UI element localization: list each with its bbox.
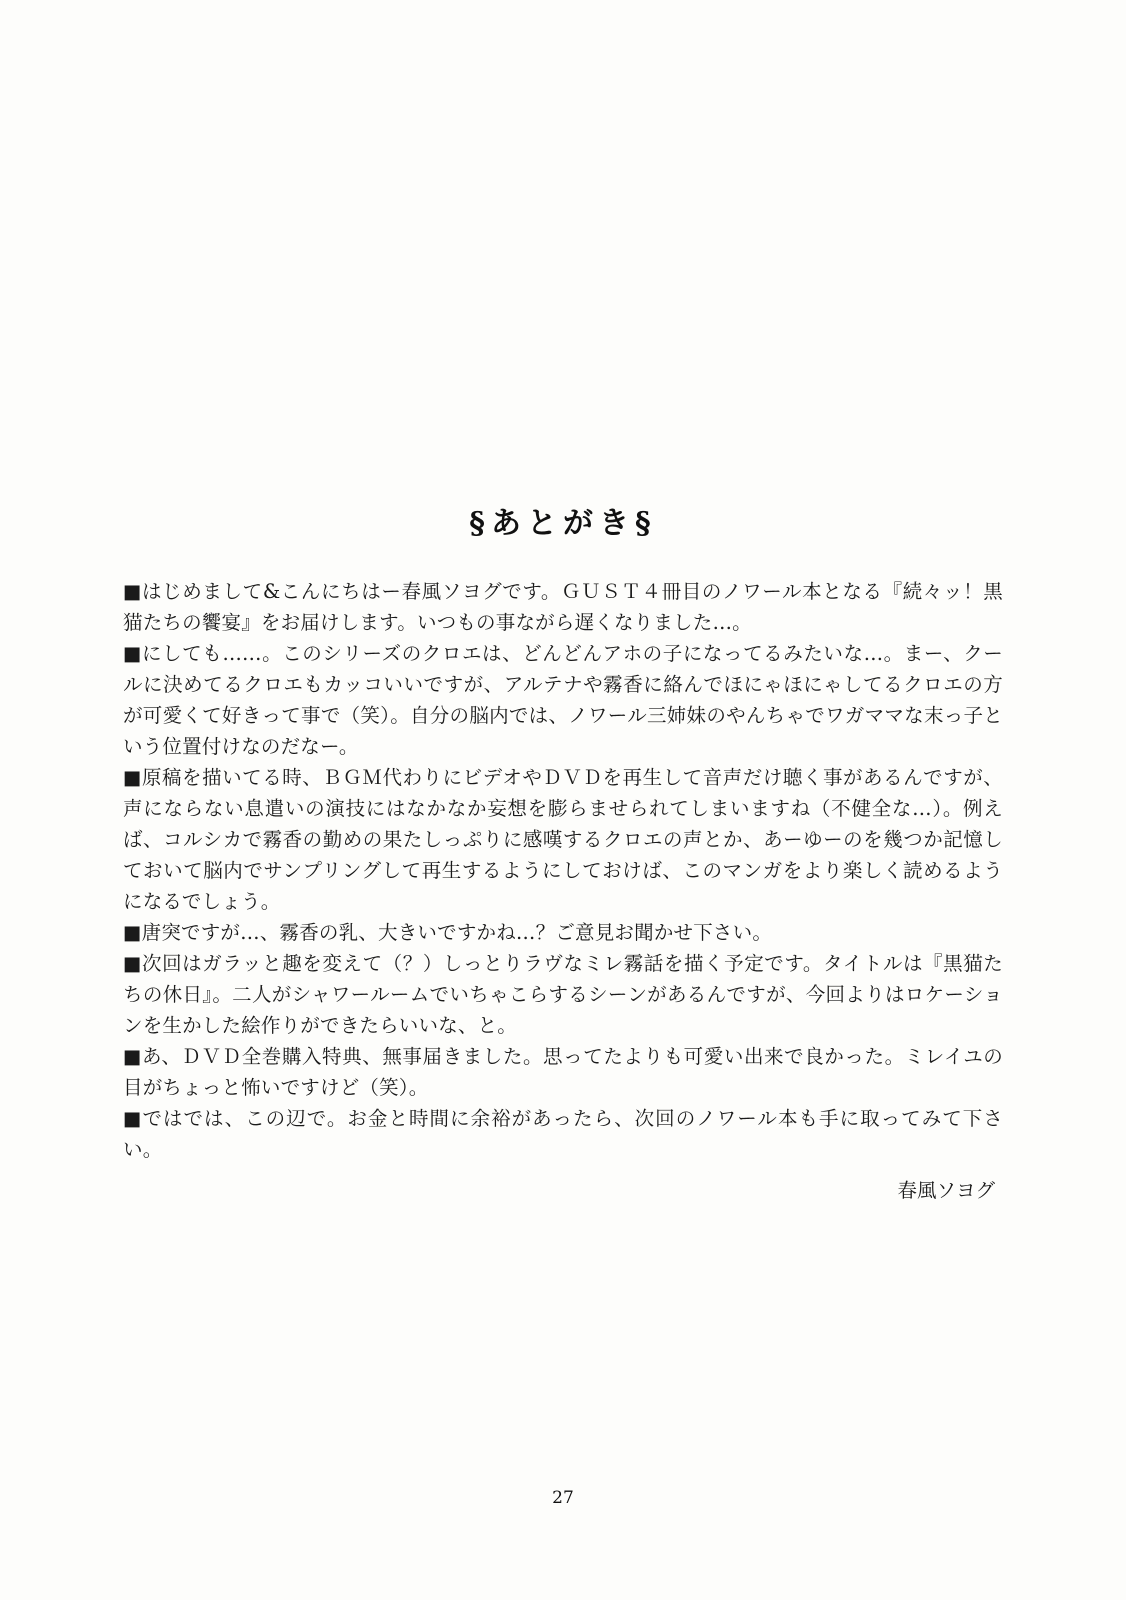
paragraph: ■原稿を描いてる時、ＢＧＭ代わりにビデオやＤＶＤを再生して音声だけ聴く事があるんですが、声にならない息遣いの演技にはなかなか妄想を膨らませられてしまいますね（不健全な…）。例えば、コルシカで霧香の勤めの果たしっぷりに感嘆するクロエの声とか、あーゆーのを幾つか記憶しておいて脳内でサンプリングして再生するようにしておけば、このマンガをより楽しく読めるようになるでしょう。 xyxy=(123,766,1003,913)
author-signature: 春風ソヨグ xyxy=(897,1179,995,1202)
page-number: 27 xyxy=(552,1488,574,1508)
paragraph: ■ではでは、この辺で。お金と時間に余裕があったら、次回のノワール本も手に取ってみて下さい。 xyxy=(123,1107,1003,1161)
afterword-section xyxy=(123,498,1003,1206)
page-title: §あとがき§ xyxy=(469,506,657,541)
paragraph: ■にしても……。このシリーズのクロエは、どんどんアホの子になってるみたいな…。まー、クールに決めてるクロエもカッコいいですが、アルテナや霧香に絡んでほにゃほにゃしてるクロエの方が可愛くて好きって事で（笑）。自分の脳内では、ノワール三姉妹のやんちゃでワガママな末っ子という位置付けなのだなー。 xyxy=(123,642,1003,758)
paragraph: ■はじめまして&こんにちはー春風ソヨグです。ＧＵＳＴ４冊目のノワール本となる『続々ッ！黒猫たちの饗宴』をお届けします。いつもの事ながら遅くなりました…。 xyxy=(123,580,1003,634)
paragraph: ■あ、ＤＶＤ全巻購入特典、無事届きました。思ってたよりも可愛い出来で良かった。ミレイユの目がちょっと怖いですけど（笑）。 xyxy=(123,1045,1003,1099)
paragraph: ■次回はガラッと趣を変えて（？）しっとりラヴなミレ霧話を描く予定です。タイトルは『黒猫たちの休日』。二人がシャワールームでいちゃこらするシーンがあるんですが、今回よりはロケーションを生かした絵作りができたらいいな、と。 xyxy=(123,952,1003,1037)
paragraph: ■唐突ですが…、霧香の乳、大きいですかね…？ご意見お聞かせ下さい。 xyxy=(123,921,773,944)
